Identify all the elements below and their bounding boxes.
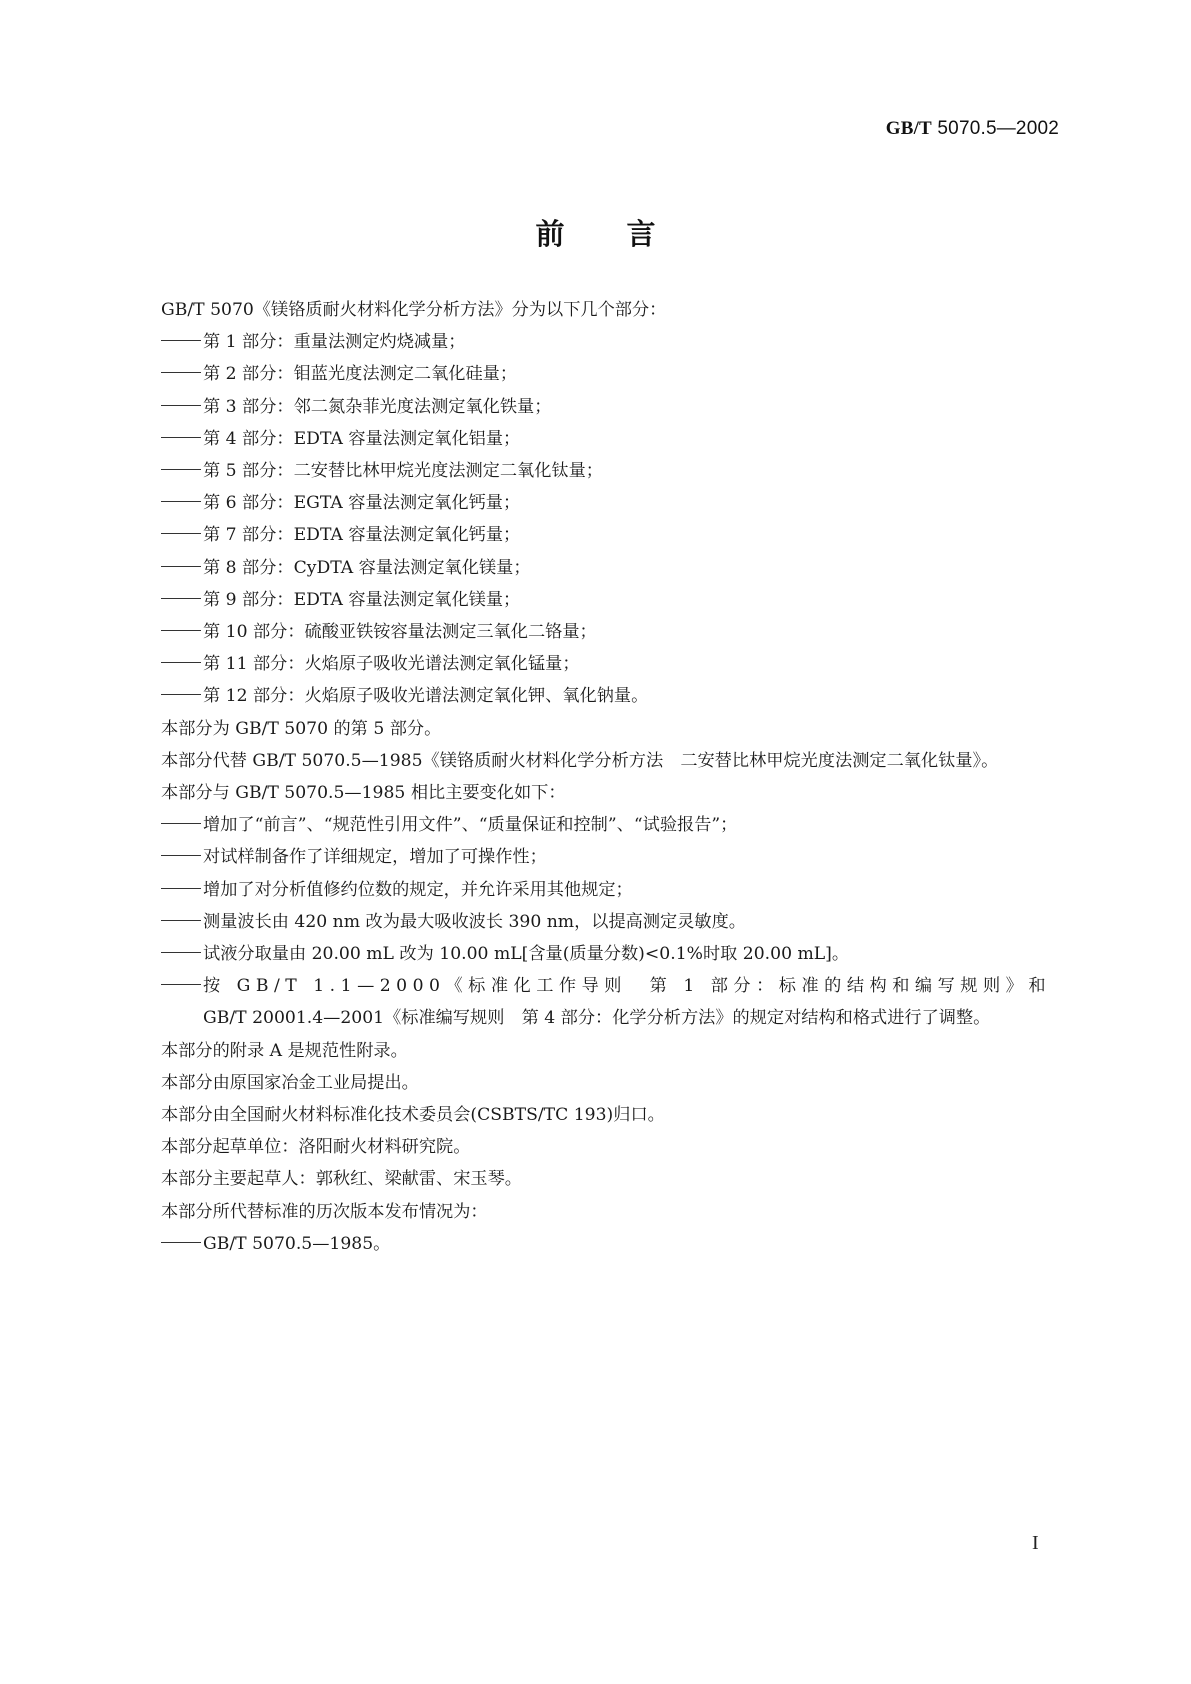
change-list-item: 增加了对分析值修约位数的规定，并允许采用其他规定； <box>121 874 1053 906</box>
intro-paragraph: GB/T 5070《镁铬质耐火材料化学分析方法》分为以下几个部分： <box>161 300 667 320</box>
part-list-item: 第 10 部分：硫酸亚铁铵容量法测定三氧化二铬量； <box>121 616 1053 648</box>
em-dash-icon <box>161 648 203 680</box>
closing-paragraph: 本部分起草单位：洛阳耐火材料研究院。 <box>161 1137 471 1158</box>
change-list-item: 测量波长由 420 nm 改为最大吸收波长 390 nm，以提高测定灵敏度。 <box>121 906 1053 938</box>
change-list-item: 增加了“前言”、“规范性引用文件”、“质量保证和控制”、“试验报告”； <box>121 809 1053 841</box>
foreword-body <box>121 294 1053 1260</box>
em-dash-icon <box>161 809 203 841</box>
closing-paragraph: 本部分由原国家冶金工业局提出。 <box>161 1072 419 1093</box>
em-dash-icon <box>161 358 203 390</box>
part-list-item: 第 1 部分：重量法测定灼烧减量； <box>121 326 1053 358</box>
part-list-item: 第 11 部分：火焰原子吸收光谱法测定氧化锰量； <box>121 648 1053 680</box>
closing-paragraph: 本部分由全国耐火材料标准化技术委员会(CSBTS/TC 193)归口。 <box>161 1105 665 1126</box>
em-dash-icon <box>161 970 203 1002</box>
closing-paragraph: 本部分所代替标准的历次版本发布情况为： <box>161 1201 488 1222</box>
part-list-item: 第 6 部分：EGTA 容量法测定氧化钙量； <box>121 487 1053 519</box>
change-list-item: 对试样制备作了详细规定，增加了可操作性； <box>121 841 1053 873</box>
part-list-item: 第 2 部分：钼蓝光度法测定二氧化硅量； <box>121 358 1053 390</box>
part-list-item: 第 9 部分：EDTA 容量法测定氧化镁量； <box>121 584 1053 616</box>
page-title <box>0 212 1191 253</box>
em-dash-icon <box>161 519 203 551</box>
part-list-item: 第 7 部分：EDTA 容量法测定氧化钙量； <box>121 519 1053 551</box>
this-part-paragraph: 本部分为 GB/T 5070 的第 5 部分。 <box>161 718 442 739</box>
replaces-paragraph: 本部分代替 GB/T 5070.5—1985《镁铬质耐火材料化学分析方法 二安替比林甲烷光度法测定二氧化钛量》。 <box>161 750 999 771</box>
change-list-item: 试液分取量由 20.00 mL 改为 10.00 mL[含量(质量分数)<0.1%时取 20.00 mL]。 <box>121 938 1053 970</box>
part-list-item: 第 5 部分：二安替比林甲烷光度法测定二氧化钛量； <box>121 455 1053 487</box>
em-dash-icon <box>161 423 203 455</box>
standard-code-prefix: GB/T <box>885 118 932 139</box>
em-dash-icon <box>161 874 203 906</box>
em-dash-icon <box>161 326 203 358</box>
em-dash-icon <box>161 841 203 873</box>
em-dash-icon <box>161 455 203 487</box>
part-list-item: 第 4 部分：EDTA 容量法测定氧化铝量； <box>121 423 1053 455</box>
history-list-item: GB/T 5070.5—1985。 <box>121 1228 1053 1260</box>
standard-code-number: 5070.5—2002 <box>931 118 1059 139</box>
em-dash-icon <box>161 584 203 616</box>
em-dash-icon <box>161 552 203 584</box>
closing-paragraph: 本部分主要起草人：郭秋红、梁献雷、宋玉琴。 <box>161 1169 522 1190</box>
em-dash-icon <box>161 680 203 712</box>
em-dash-icon <box>161 906 203 938</box>
part-list-item: 第 8 部分：CyDTA 容量法测定氧化镁量； <box>121 552 1053 584</box>
em-dash-icon <box>161 391 203 423</box>
em-dash-icon <box>161 487 203 519</box>
page-title-char-2: 言 <box>626 217 656 251</box>
closing-paragraph: 本部分的附录 A 是规范性附录。 <box>161 1040 408 1061</box>
part-list-item: 第 3 部分：邻二氮杂菲光度法测定氧化铁量； <box>121 391 1053 423</box>
em-dash-icon <box>161 938 203 970</box>
changes-intro-paragraph: 本部分与 GB/T 5070.5—1985 相比主要变化如下： <box>161 783 566 804</box>
standard-code-header <box>886 118 1059 140</box>
em-dash-icon <box>161 1228 203 1260</box>
part-list-item: 第 12 部分：火焰原子吸收光谱法测定氧化钾、氧化钠量。 <box>121 680 1053 712</box>
change-list-item-format: 按 GB/T 1.1—2000《标准化工作导则 第 1 部分：标准的结构和编写规则》和 GB/T 20001.4—2001《标准编写规则 第 4 部分：化学分析方法》的规定对结构和格式进行了调整。 <box>121 970 1053 1034</box>
em-dash-icon <box>161 616 203 648</box>
page-number: I <box>1032 1532 1039 1554</box>
page-title-char-1: 前 <box>535 217 565 251</box>
